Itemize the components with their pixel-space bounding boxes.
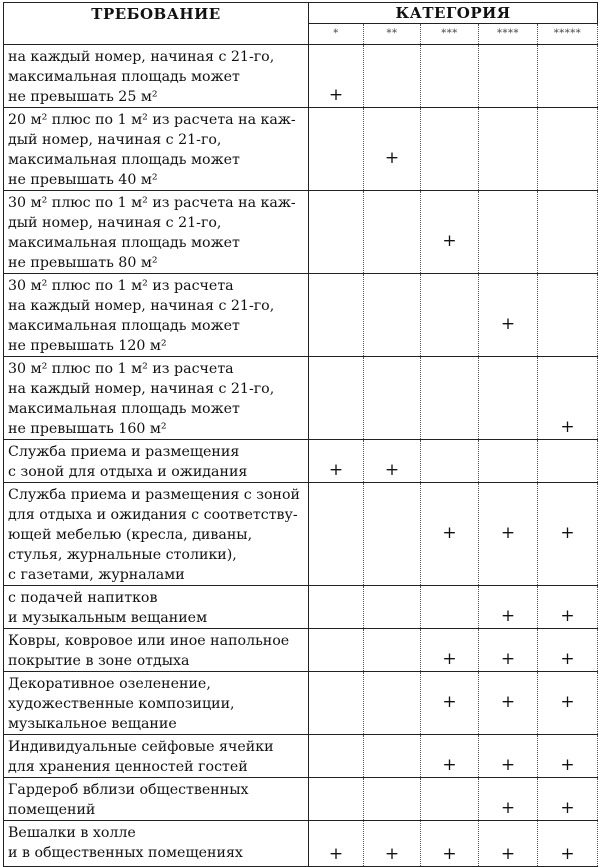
requirement-text: Декоративное озеленение, художественные композиции, музыкальное вещание xyxy=(4,672,309,735)
category-5-mark: + xyxy=(538,672,598,735)
category-5-mark: + xyxy=(538,586,598,629)
category-3-mark: + xyxy=(421,821,479,867)
category-4-mark xyxy=(479,108,538,191)
category-4-mark: + xyxy=(479,735,538,778)
requirement-text: Гардероб вблизи общественных помещений xyxy=(4,778,309,821)
category-1-mark xyxy=(309,672,364,735)
category-3-mark xyxy=(421,586,479,629)
category-1-mark xyxy=(309,735,364,778)
category-2-mark xyxy=(364,357,421,440)
table-row xyxy=(4,440,598,483)
category-stars-1: * xyxy=(309,24,364,45)
category-1-mark xyxy=(309,483,364,586)
category-2-mark xyxy=(364,586,421,629)
header-category: КАТЕГОРИЯ xyxy=(309,3,598,24)
category-2-mark: + xyxy=(364,108,421,191)
category-2-mark: + xyxy=(364,821,421,867)
category-5-mark: + xyxy=(538,735,598,778)
requirement-text: 20 м² плюс по 1 м² из расчета на каж- дый номер, начиная с 21-го, максимальная площадь может не превышать 40 м² xyxy=(4,108,309,191)
table-row xyxy=(4,45,598,108)
category-5-mark xyxy=(538,45,598,108)
category-5-mark xyxy=(538,191,598,274)
category-4-mark xyxy=(479,357,538,440)
category-3-mark: + xyxy=(421,191,479,274)
category-5-mark: + xyxy=(538,357,598,440)
requirement-text: 30 м² плюс по 1 м² из расчета на каждый номер, начиная с 21-го, максимальная площадь может не превышать 120 м² xyxy=(4,274,309,357)
table-row xyxy=(4,672,598,735)
category-3-mark xyxy=(421,440,479,483)
category-5-mark: + xyxy=(538,778,598,821)
category-3-mark: + xyxy=(421,483,479,586)
table-row xyxy=(4,191,598,274)
category-1-mark xyxy=(309,586,364,629)
category-2-mark xyxy=(364,735,421,778)
category-4-mark: + xyxy=(479,672,538,735)
category-1-mark xyxy=(309,274,364,357)
category-5-mark xyxy=(538,108,598,191)
category-5-mark: + xyxy=(538,629,598,672)
category-5-mark: + xyxy=(538,483,598,586)
table-row xyxy=(4,483,598,586)
category-1-mark: + xyxy=(309,45,364,108)
requirement-text: 30 м² плюс по 1 м² из расчета на каж- дый номер, начиная с 21-го, максимальная площадь может не превышать 80 м² xyxy=(4,191,309,274)
category-3-mark xyxy=(421,357,479,440)
category-4-mark: + xyxy=(479,483,538,586)
category-3-mark xyxy=(421,274,479,357)
category-4-mark: + xyxy=(479,586,538,629)
table-row xyxy=(4,821,598,867)
requirement-text: Ковры, ковровое или иное напольное покрытие в зоне отдыха xyxy=(4,629,309,672)
category-2-mark xyxy=(364,274,421,357)
category-3-mark: + xyxy=(421,735,479,778)
category-1-mark: + xyxy=(309,821,364,867)
requirements-table xyxy=(3,2,598,867)
category-4-mark xyxy=(479,191,538,274)
category-stars-5: ***** xyxy=(538,24,598,45)
category-2-mark xyxy=(364,45,421,108)
category-1-mark xyxy=(309,778,364,821)
table-row xyxy=(4,629,598,672)
category-stars-2: ** xyxy=(364,24,421,45)
category-2-mark xyxy=(364,672,421,735)
category-2-mark xyxy=(364,191,421,274)
category-2-mark xyxy=(364,778,421,821)
requirement-text: Служба приема и размещения с зоной для отдыха и ожидания с соответству- ющей мебелью (кресла, диваны, стулья, журнальные столики), с газетами, журналами xyxy=(4,483,309,586)
category-1-mark xyxy=(309,357,364,440)
table-row xyxy=(4,586,598,629)
category-4-mark xyxy=(479,440,538,483)
requirement-text: на каждый номер, начиная с 21-го, максимальная площадь может не превышать 25 м² xyxy=(4,45,309,108)
category-1-mark xyxy=(309,108,364,191)
category-1-mark: + xyxy=(309,440,364,483)
category-1-mark xyxy=(309,629,364,672)
category-3-mark xyxy=(421,108,479,191)
requirement-text: Вешалки в холле и в общественных помещениях xyxy=(4,821,309,867)
table-row xyxy=(4,357,598,440)
category-stars-3: *** xyxy=(421,24,479,45)
category-4-mark: + xyxy=(479,629,538,672)
category-4-mark: + xyxy=(479,274,538,357)
table-row xyxy=(4,108,598,191)
category-4-mark: + xyxy=(479,778,538,821)
category-5-mark xyxy=(538,274,598,357)
category-2-mark: + xyxy=(364,440,421,483)
category-stars-4: **** xyxy=(479,24,538,45)
category-5-mark xyxy=(538,440,598,483)
table-row xyxy=(4,274,598,357)
category-4-mark xyxy=(479,45,538,108)
category-2-mark xyxy=(364,629,421,672)
requirement-text: 30 м² плюс по 1 м² из расчета на каждый номер, начиная с 21-го, максимальная площадь может не превышать 160 м² xyxy=(4,357,309,440)
category-4-mark: + xyxy=(479,821,538,867)
requirement-text: Служба приема и размещения с зоной для отдыха и ожидания xyxy=(4,440,309,483)
category-3-mark: + xyxy=(421,672,479,735)
table-row xyxy=(4,735,598,778)
table-row xyxy=(4,778,598,821)
category-1-mark xyxy=(309,191,364,274)
category-3-mark: + xyxy=(421,629,479,672)
category-2-mark xyxy=(364,483,421,586)
requirement-text: с подачей напитков и музыкальным вещанием xyxy=(4,586,309,629)
header-requirement: ТРЕБОВАНИЕ xyxy=(4,3,309,45)
category-3-mark xyxy=(421,45,479,108)
requirement-text: Индивидуальные сейфовые ячейки для хранения ценностей гостей xyxy=(4,735,309,778)
category-5-mark: + xyxy=(538,821,598,867)
category-3-mark xyxy=(421,778,479,821)
